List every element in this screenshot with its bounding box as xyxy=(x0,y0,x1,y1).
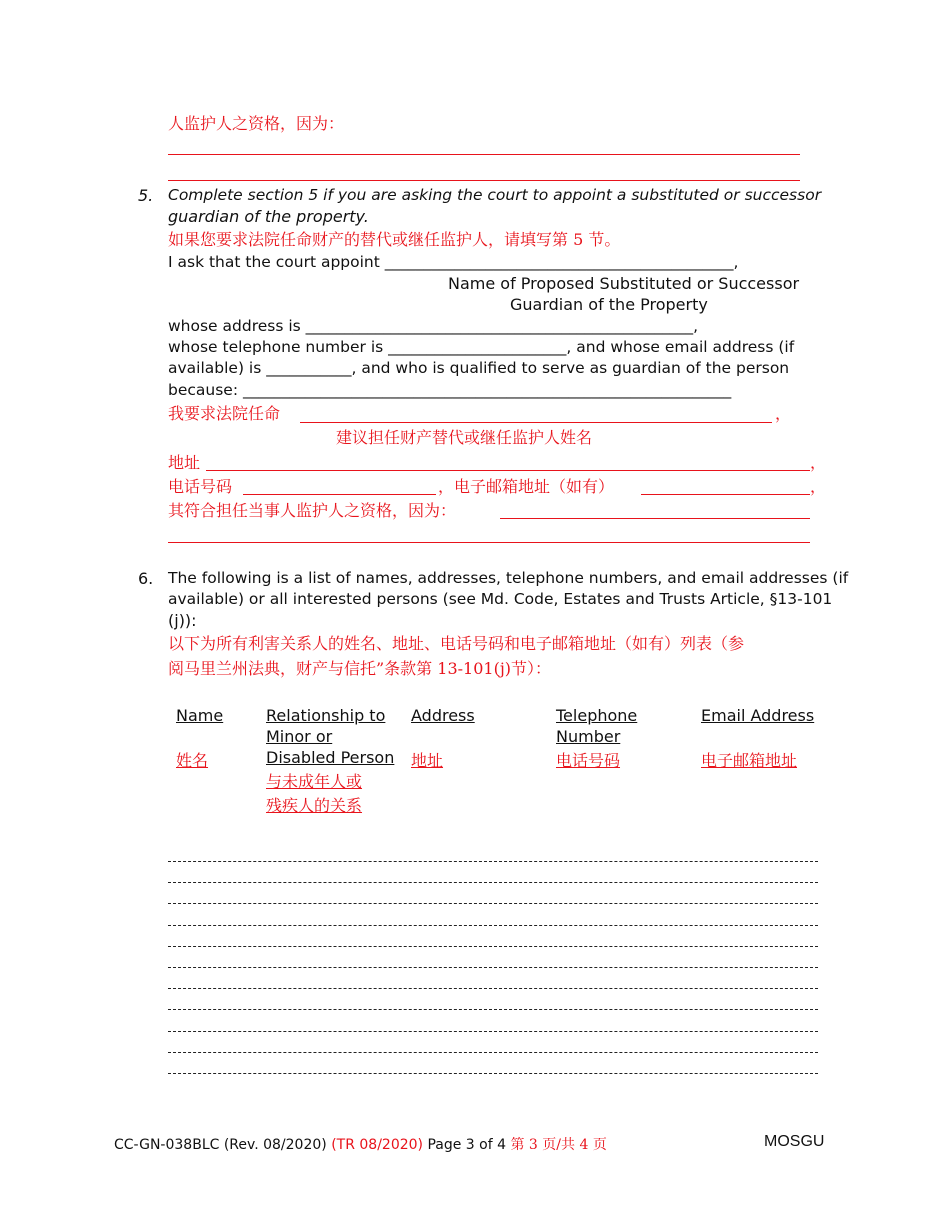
column-telephone-cn: 电话号码 xyxy=(556,751,621,770)
entry-blank-line xyxy=(168,988,818,989)
entry-blank-line xyxy=(168,925,818,926)
entry-blank-line xyxy=(168,903,818,904)
because-line: because: _______________________________________________________________ xyxy=(168,381,732,399)
section-6-cn-line2: 阅马里兰州法典，财产与信托”条款第 13-101(j)节）： xyxy=(168,659,552,678)
blank-line xyxy=(641,494,810,495)
column-name-en: Name xyxy=(176,706,224,725)
cn-email-label: ，电子邮箱地址（如有） xyxy=(438,477,615,496)
appoint-line: I ask that the court appoint _____________________________________________, xyxy=(168,253,739,271)
column-telephone-en-1: Telephone xyxy=(556,706,638,725)
blank-line xyxy=(168,154,800,155)
blank-line xyxy=(243,494,436,495)
name-caption-1: Name of Proposed Substituted or Successor xyxy=(448,274,800,293)
column-relationship-en-2: Minor or xyxy=(266,727,333,746)
page-number: Page 3 of 4 xyxy=(427,1137,507,1153)
column-email xyxy=(701,705,814,771)
blank-line xyxy=(206,470,810,471)
blank-line xyxy=(168,542,810,543)
cn-address-label: 地址 xyxy=(168,453,201,472)
section-6-line2: available) or all interested persons (see Md. Code, Estates and Trusts Article, §13-101 xyxy=(168,590,833,608)
column-address-en: Address xyxy=(411,706,475,725)
section-6-line3: (j)): xyxy=(168,611,197,630)
section-6-number: 6. xyxy=(138,569,154,588)
entry-blank-line xyxy=(168,946,818,947)
entry-blank-line xyxy=(168,861,818,862)
column-address-cn: 地址 xyxy=(411,751,444,770)
footer xyxy=(114,1134,607,1154)
continued-qualification-line: 人监护人之资格，因为： xyxy=(168,114,345,133)
entry-blank-line xyxy=(168,882,818,883)
blank-line xyxy=(168,180,800,181)
entry-blank-line xyxy=(168,1031,818,1032)
phone-line: whose telephone number is _______________________, and whose email address (if xyxy=(168,338,795,356)
address-line: whose address is __________________________________________________, xyxy=(168,317,699,335)
column-relationship xyxy=(266,705,394,816)
entry-blank-line xyxy=(168,967,818,968)
available-line: available) is ___________, and who is qualified to serve as guardian of the person xyxy=(168,359,790,377)
cn-qualified-label: 其符合担任当事人监护人之资格，因为： xyxy=(168,501,457,520)
cn-ask-label: 我要求法院任命 xyxy=(168,404,281,423)
column-name xyxy=(176,705,223,771)
blank-line xyxy=(300,422,772,423)
section-6-line1: The following is a list of names, addresses, telephone numbers, and email addresses (if xyxy=(168,569,849,587)
form-code: MOSGU xyxy=(764,1133,825,1150)
entry-blank-line xyxy=(168,1073,818,1074)
column-telephone-en-2: Number xyxy=(556,727,621,746)
section-5-number: 5. xyxy=(138,186,154,205)
form-id: CC-GN-038BLC (Rev. 08/2020) xyxy=(114,1137,327,1153)
column-address xyxy=(411,705,475,771)
entry-blank-line xyxy=(168,1052,818,1053)
column-name-cn: 姓名 xyxy=(176,751,209,770)
column-email-en: Email Address xyxy=(701,706,815,725)
name-caption-2: Guardian of the Property xyxy=(510,295,708,314)
entry-blank-line xyxy=(168,1009,818,1010)
column-email-cn: 电子邮箱地址 xyxy=(701,751,798,770)
translation-rev: (TR 08/2020) xyxy=(331,1137,424,1153)
section-5-instruction-line1: Complete section 5 if you are asking the court to appoint a substituted or successor xyxy=(168,186,822,204)
column-relationship-cn-2: 残疾人的关系 xyxy=(266,796,363,815)
cn-email-end: ， xyxy=(810,477,827,496)
cn-name-caption: 建议担任财产替代或继任监护人姓名 xyxy=(336,428,593,447)
section-6-cn-line1: 以下为所有利害关系人的姓名、地址、电话号码和电子邮箱地址（如有）列表（参 xyxy=(168,634,745,653)
cn-address-end: ， xyxy=(810,453,827,472)
cn-ask-end: ， xyxy=(775,404,792,423)
column-relationship-cn-1: 与未成年人或 xyxy=(266,772,363,791)
page-number-cn: 第 3 页/共 4 页 xyxy=(510,1137,607,1153)
section-5-instruction-line2: guardian of the property. xyxy=(168,207,369,226)
cn-phone-label: 电话号码 xyxy=(168,477,233,496)
section-5-instruction-cn: 如果您要求法院任命财产的替代或继任监护人，请填写第 5 节。 xyxy=(168,230,621,249)
column-relationship-en-3: Disabled Person xyxy=(266,748,395,767)
column-relationship-en-1: Relationship to xyxy=(266,706,386,725)
blank-line xyxy=(500,518,810,519)
column-telephone xyxy=(556,705,637,771)
